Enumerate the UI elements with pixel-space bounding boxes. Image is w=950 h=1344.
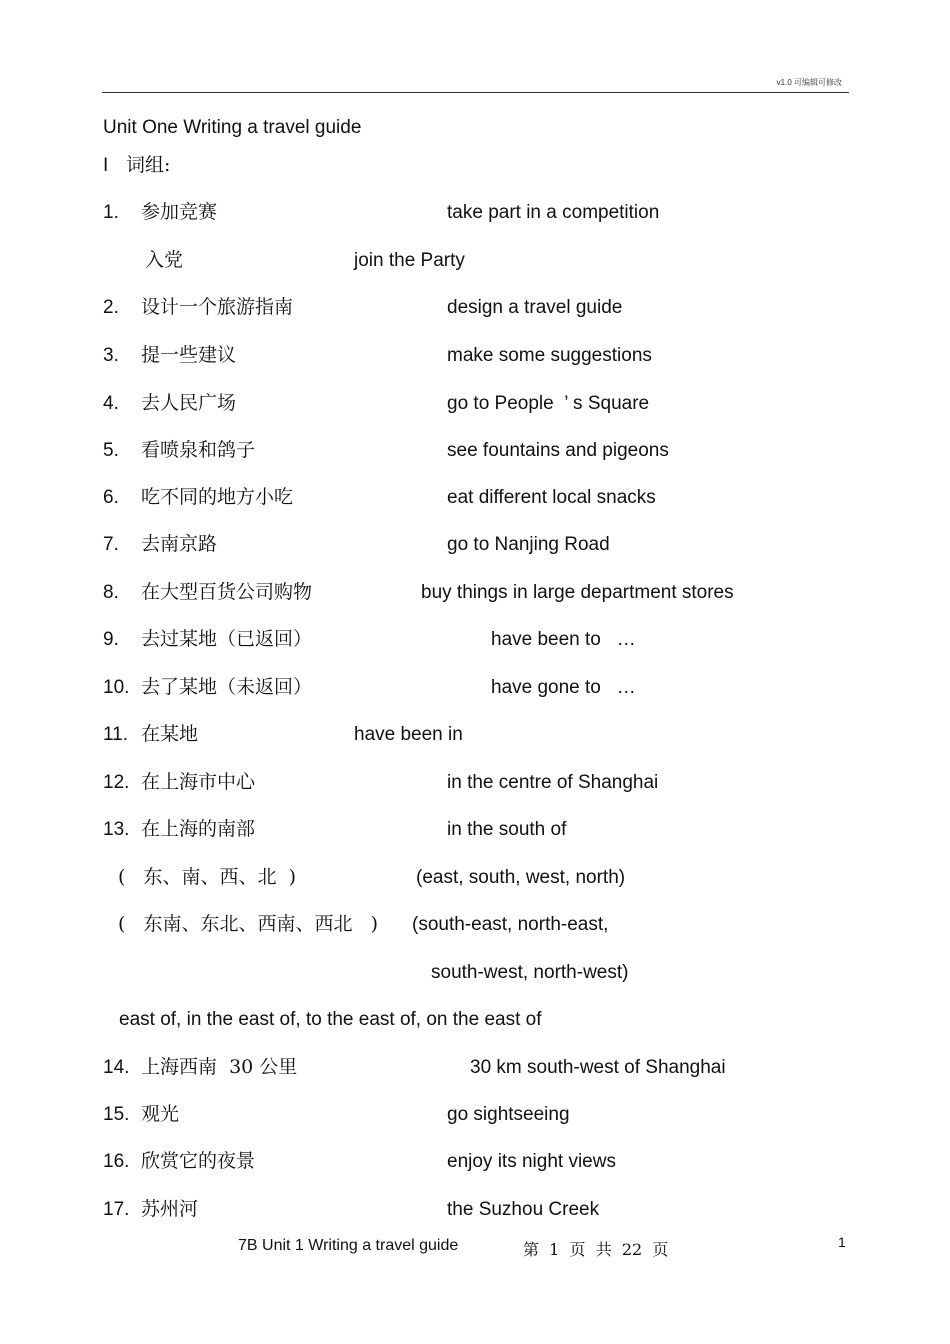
english-phrase: (east, south, west, north) bbox=[416, 867, 626, 888]
item-number: 11. bbox=[103, 724, 129, 745]
chinese-phrase: 去人民广场 bbox=[141, 392, 237, 414]
english-phrase: design a travel guide bbox=[447, 297, 623, 318]
page-title: Unit One Writing a travel guide bbox=[103, 117, 362, 138]
item-number: 14. bbox=[103, 1057, 130, 1078]
english-phrase: have been in bbox=[354, 724, 463, 745]
english-phrase: south-west, north-west) bbox=[431, 962, 629, 983]
chinese-phrase: 看喷泉和鸽子 bbox=[141, 439, 256, 461]
english-phrase: go to Nanjing Road bbox=[447, 534, 610, 555]
item-number: 4. bbox=[103, 393, 119, 414]
item-number: 15. bbox=[103, 1104, 130, 1125]
english-phrase: have been to … bbox=[491, 629, 636, 650]
english-phrase: in the centre of Shanghai bbox=[447, 772, 659, 793]
section-numeral: I bbox=[103, 155, 109, 176]
english-phrase: have gone to … bbox=[491, 677, 636, 698]
item-number: 1. bbox=[103, 202, 119, 223]
chinese-phrase: 入党 bbox=[145, 249, 184, 271]
english-phrase: join the Party bbox=[354, 250, 465, 271]
item-number: 13. bbox=[103, 819, 130, 840]
english-phrase: the Suzhou Creek bbox=[447, 1199, 600, 1220]
chinese-phrase: ( 东、南、西、北 ) bbox=[118, 866, 297, 888]
item-number: 2. bbox=[103, 297, 119, 318]
chinese-phrase: 提一些建议 bbox=[141, 344, 237, 366]
chinese-phrase: 欣赏它的夜景 bbox=[141, 1150, 256, 1172]
english-phrase: enjoy its night views bbox=[447, 1151, 616, 1172]
english-phrase: east of, in the east of, to the east of, on the east of bbox=[119, 1009, 542, 1030]
item-number: 3. bbox=[103, 345, 119, 366]
item-number: 7. bbox=[103, 534, 119, 555]
english-phrase: eat different local snacks bbox=[447, 487, 656, 508]
item-number: 17. bbox=[103, 1199, 130, 1220]
page-number: 1 bbox=[838, 1234, 846, 1250]
english-phrase: go to People ’ s Square bbox=[447, 393, 650, 414]
item-number: 12. bbox=[103, 772, 130, 793]
version-tag: v1.0 可编辑可修改 bbox=[776, 78, 842, 87]
section-heading: 词组: bbox=[126, 154, 171, 176]
chinese-phrase: 设计一个旅游指南 bbox=[141, 296, 294, 318]
chinese-phrase: 上海西南 30 公里 bbox=[141, 1056, 298, 1078]
chinese-phrase: 在上海的南部 bbox=[141, 818, 256, 840]
english-phrase: see fountains and pigeons bbox=[447, 440, 669, 461]
header-rule bbox=[102, 92, 849, 93]
english-phrase: buy things in large department stores bbox=[421, 582, 734, 603]
chinese-phrase: 去南京路 bbox=[141, 533, 218, 555]
chinese-phrase: 在上海市中心 bbox=[141, 771, 256, 793]
item-number: 16. bbox=[103, 1151, 130, 1172]
english-phrase: in the south of bbox=[447, 819, 567, 840]
footer-doc-title: 7B Unit 1 Writing a travel guide bbox=[238, 1237, 459, 1254]
chinese-phrase: 在某地 bbox=[141, 723, 199, 745]
chinese-phrase: ( 东南、东北、西南、西北 ) bbox=[118, 913, 379, 935]
item-number: 6. bbox=[103, 487, 119, 508]
item-number: 9. bbox=[103, 629, 119, 650]
english-phrase: (south-east, north-east, bbox=[412, 914, 609, 935]
english-phrase: 30 km south-west of Shanghai bbox=[470, 1057, 726, 1078]
item-number: 8. bbox=[103, 582, 119, 603]
footer-page-info: 第 1 页 共 22 页 bbox=[523, 1240, 669, 1259]
english-phrase: go sightseeing bbox=[447, 1104, 570, 1125]
chinese-phrase: 参加竞赛 bbox=[141, 201, 218, 223]
chinese-phrase: 去过某地（已返回） bbox=[141, 628, 313, 650]
chinese-phrase: 观光 bbox=[141, 1103, 180, 1125]
chinese-phrase: 去了某地（未返回） bbox=[141, 676, 313, 698]
english-phrase: take part in a competition bbox=[447, 202, 660, 223]
english-phrase: make some suggestions bbox=[447, 345, 652, 366]
item-number: 10. bbox=[103, 677, 130, 698]
chinese-phrase: 在大型百货公司购物 bbox=[141, 581, 313, 603]
item-number: 5. bbox=[103, 440, 119, 461]
chinese-phrase: 吃不同的地方小吃 bbox=[141, 486, 294, 508]
chinese-phrase: 苏州河 bbox=[141, 1198, 199, 1220]
